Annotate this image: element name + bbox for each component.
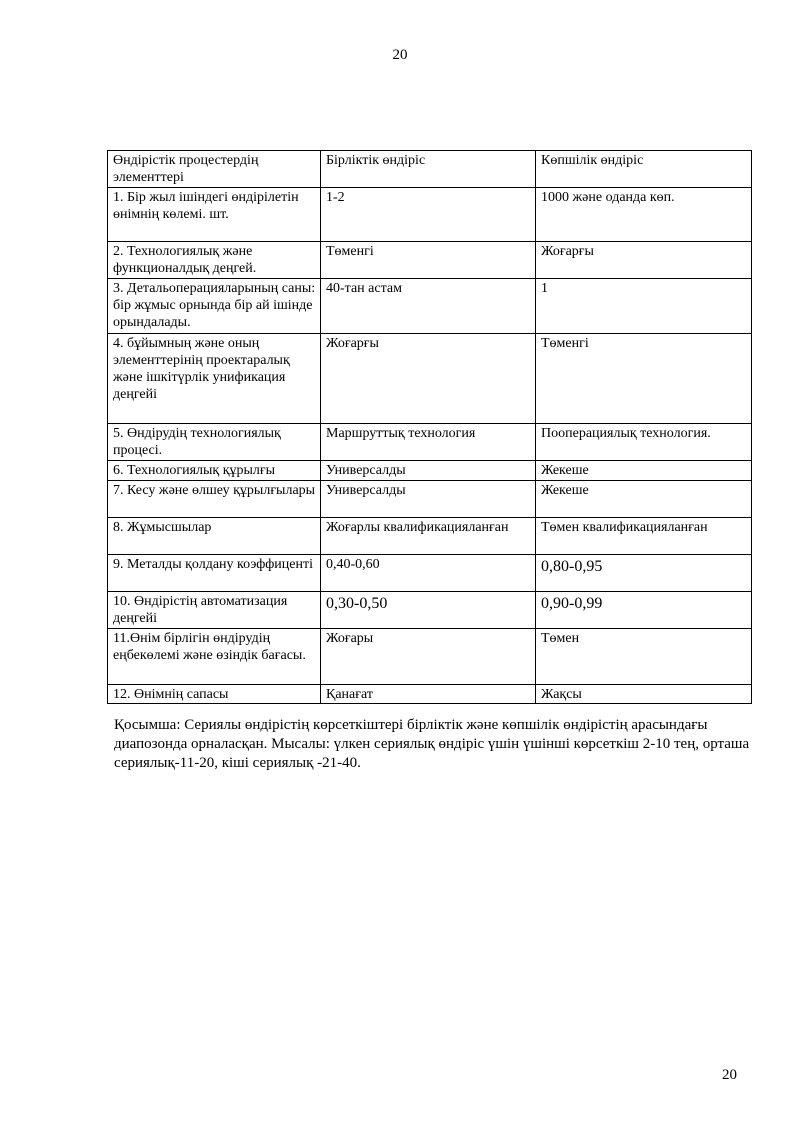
table-cell: 11.Өнім бірлігін өндірудің еңбекөлемі және өзіндік бағасы. — [108, 629, 321, 685]
table-cell: 8. Жұмысшылар — [108, 518, 321, 555]
table-row — [108, 334, 752, 424]
table-cell — [536, 555, 752, 592]
table-cell: 1-2 — [321, 188, 536, 242]
table-note: Қосымша: Сериялы өндірістің көрсеткіштері бірліктік және көпшілік өндірістің арасындағы диапозонда орналасқан. Мысалы: үлкен сериялық өндіріс үшін үшінші көрсеткіш 2-10 тең, орташа сериялық-11-20, кіші сериялық -21-40. — [114, 717, 750, 771]
table-header-row — [108, 151, 752, 188]
table-row — [108, 461, 752, 481]
table-row — [108, 518, 752, 555]
table-cell: 2. Технологиялық және функционалдық деңгей. — [108, 242, 321, 279]
table-cell: Төмен квалификацияланған — [536, 518, 752, 555]
page-number-bottom: 20 — [722, 1067, 737, 1083]
table-row — [108, 685, 752, 704]
table-row — [108, 481, 752, 518]
table-cell: 40-тан астам — [321, 279, 536, 334]
table-row — [108, 592, 752, 629]
table-cell: Универсалды — [321, 461, 536, 481]
table-cell-value: 0,90-0,99 — [541, 595, 603, 612]
table-cell: Төменгі — [536, 334, 752, 424]
table-cell: 12. Өнімнің сапасы — [108, 685, 321, 704]
table-cell: Жақсы — [536, 685, 752, 704]
table-row — [108, 629, 752, 685]
table-cell — [536, 592, 752, 629]
table-cell: Пооперациялық технология. — [536, 424, 752, 461]
table-cell: 1000 және оданда көп. — [536, 188, 752, 242]
table-cell: 5. Өндірудің технологиялық процесі. — [108, 424, 321, 461]
table-row — [108, 424, 752, 461]
table-cell: Жоғарлы квалификацияланған — [321, 518, 536, 555]
table-cell: 4. бұйымның және оның элементтерінің проектаралық және ішкітүрлік унификация деңгейі — [108, 334, 321, 424]
table-cell: 10. Өндірістің автоматизация деңгейі — [108, 592, 321, 629]
table-cell: Жекеше — [536, 461, 752, 481]
header-cell: Бірліктік өндіріс — [321, 151, 536, 188]
table-cell-value: 0,30-0,50 — [326, 595, 388, 612]
table-cell: 6. Технологиялық құрылғы — [108, 461, 321, 481]
table-cell: Төмен — [536, 629, 752, 685]
production-comparison-table — [107, 150, 752, 704]
table-row — [108, 242, 752, 279]
table-row — [108, 188, 752, 242]
table-cell: 9. Металды қолдану коэффиценті — [108, 555, 321, 592]
header-cell: Көпшілік өндіріс — [536, 151, 752, 188]
table-cell-value: 0,80-0,95 — [541, 558, 603, 575]
table-cell — [321, 592, 536, 629]
table-cell — [321, 555, 536, 592]
table-cell: 3. Детальоперацияларының саны: бір жұмыс орнында бір ай ішінде орындалады. — [108, 279, 321, 334]
table-row — [108, 279, 752, 334]
table-cell-value: 0,40-0,60 — [326, 557, 380, 572]
table-cell: Маршруттық технология — [321, 424, 536, 461]
header-cell: Өндірістік процестердің элементтері — [108, 151, 321, 188]
table-cell: Жоғары — [321, 629, 536, 685]
table-cell: 7. Кесу және өлшеу құрылғылары — [108, 481, 321, 518]
table-cell: Жоғарғы — [536, 242, 752, 279]
table-row — [108, 555, 752, 592]
table-cell: 1. Бір жыл ішіндегі өндірілетін өнімнің көлемі. шт. — [108, 188, 321, 242]
table-cell: 1 — [536, 279, 752, 334]
table-cell: Қанағат — [321, 685, 536, 704]
table-cell: Жекеше — [536, 481, 752, 518]
table-cell: Төменгі — [321, 242, 536, 279]
page-number-top: 20 — [392, 47, 408, 63]
table-cell: Универсалды — [321, 481, 536, 518]
table-cell: Жоғарғы — [321, 334, 536, 424]
